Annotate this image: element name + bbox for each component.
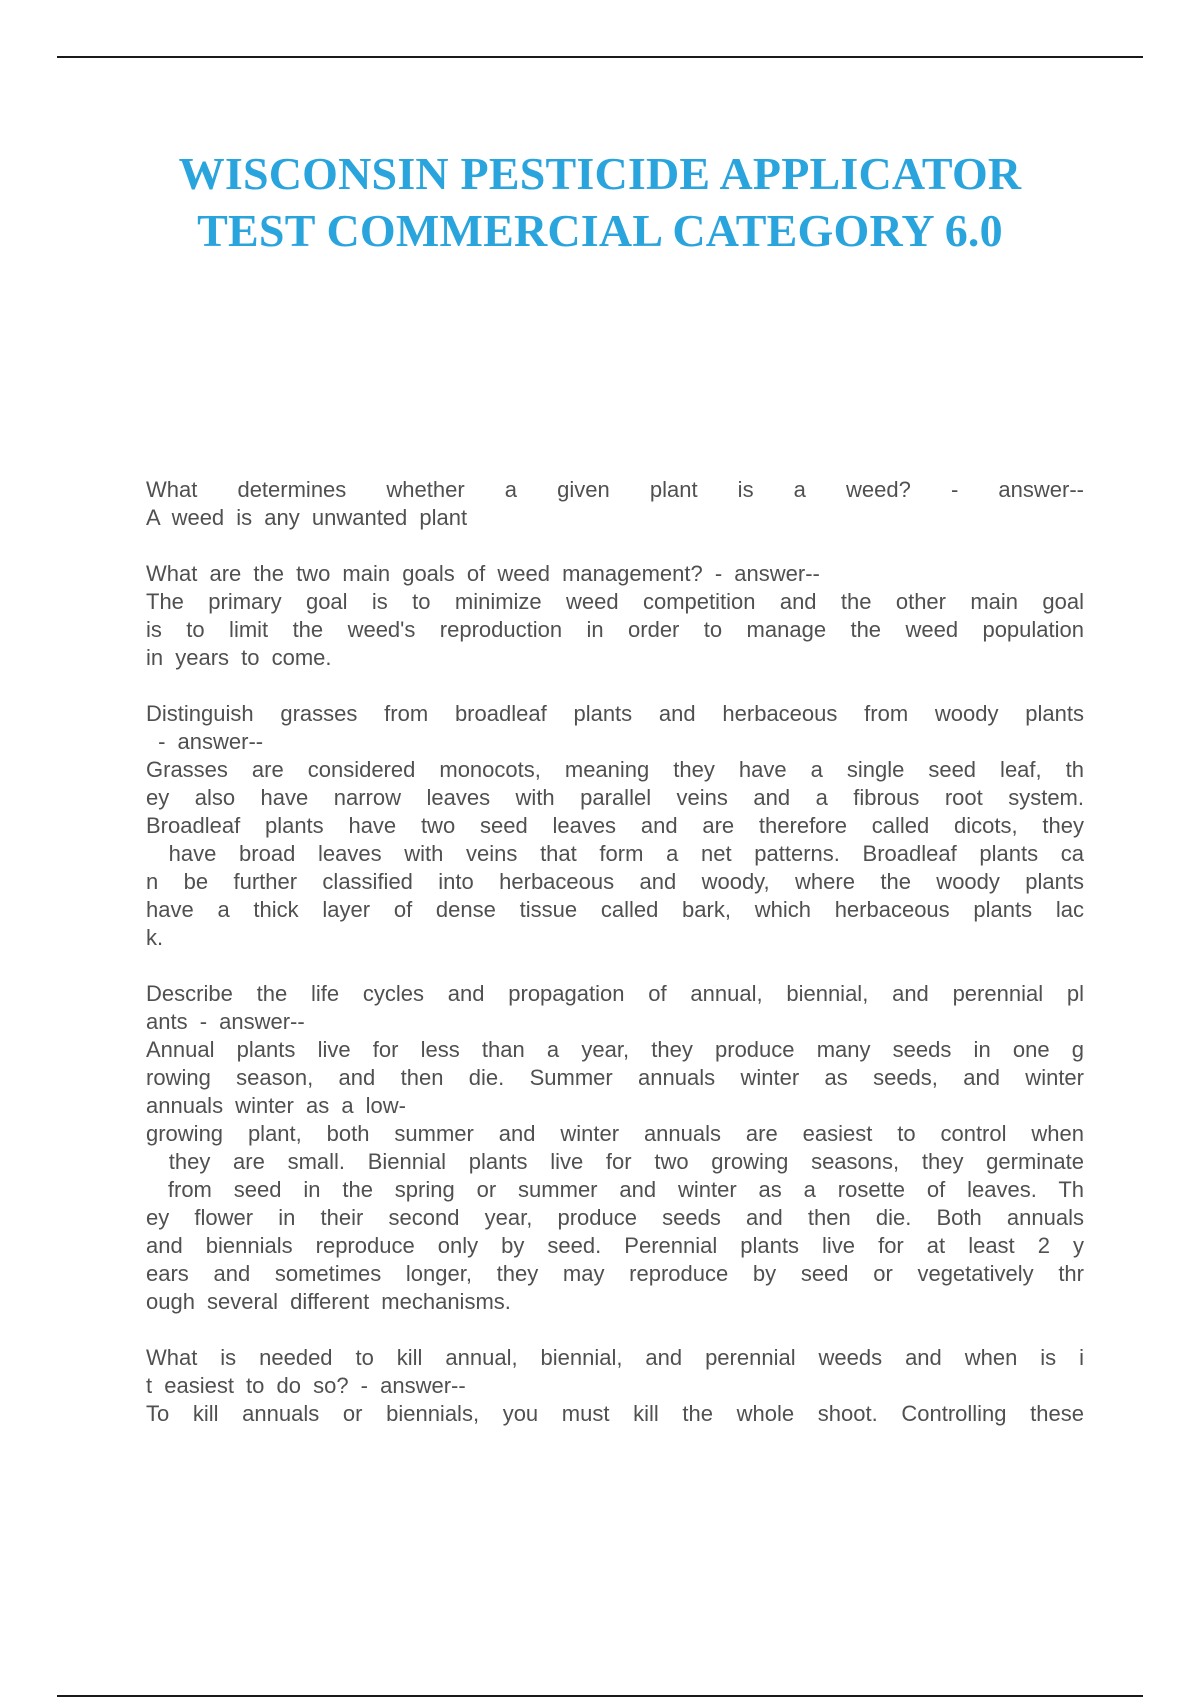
text-line: Distinguish grasses from broadleaf plants and herbaceous from woody plants — [146, 701, 1084, 726]
text-line: have broad leaves with veins that form a net patterns. Broadleaf plants ca — [146, 841, 1084, 866]
text-line: rowing season, and then die. Summer annuals winter as seeds, and winter — [146, 1065, 1084, 1090]
title-line-2: TEST COMMERCIAL CATEGORY 6.0 — [197, 205, 1003, 256]
text-line: ants - answer-- — [146, 1009, 305, 1034]
bottom-rule — [57, 1695, 1143, 1697]
qa-item-grasses-broadleaf — [146, 700, 1084, 952]
text-line: ey flower in their second year, produce seeds and then die. Both annuals — [146, 1205, 1084, 1230]
text-line: is to limit the weed's reproduction in order to manage the weed population — [146, 617, 1084, 642]
text-line: A weed is any unwanted plant — [146, 505, 468, 530]
text-line: - answer-- — [146, 729, 264, 754]
text-line: in years to come. — [146, 645, 332, 670]
text-line: What is needed to kill annual, biennial, and perennial weeds and when is i — [146, 1345, 1084, 1370]
qa-item-killing-weeds — [146, 1344, 1084, 1428]
text-line: Describe the life cycles and propagation of annual, biennial, and perennial pl — [146, 981, 1084, 1006]
text-line: from seed in the spring or summer and winter as a rosette of leaves. Th — [146, 1177, 1084, 1202]
top-rule — [57, 56, 1143, 58]
document-title — [100, 145, 1100, 259]
text-line: What are the two main goals of weed management? - answer-- — [146, 561, 820, 586]
text-line: n be further classified into herbaceous and woody, where the woody plants — [146, 869, 1084, 894]
text-line: The primary goal is to minimize weed competition and the other main goal — [146, 589, 1084, 614]
text-line: annuals winter as a low- — [146, 1093, 407, 1118]
text-line: What determines whether a given plant is a weed? - answer-- — [146, 477, 1084, 502]
qa-item-management-goals — [146, 560, 1084, 672]
text-line: have a thick layer of dense tissue called bark, which herbaceous plants lac — [146, 897, 1084, 922]
text-line: Grasses are considered monocots, meaning they have a single seed leaf, th — [146, 757, 1084, 782]
qa-item-weed-definition — [146, 476, 1084, 532]
text-line: Annual plants live for less than a year, they produce many seeds in one g — [146, 1037, 1084, 1062]
text-line: ough several different mechanisms. — [146, 1289, 511, 1314]
text-line: t easiest to do so? - answer-- — [146, 1373, 466, 1398]
text-line: they are small. Biennial plants live for two growing seasons, they germinate — [146, 1149, 1084, 1174]
title-line-1: WISCONSIN PESTICIDE APPLICATOR — [178, 148, 1022, 199]
text-line: To kill annuals or biennials, you must kill the whole shoot. Controlling these — [146, 1401, 1084, 1426]
text-line: Broadleaf plants have two seed leaves and are therefore called dicots, they — [146, 813, 1084, 838]
text-line: and biennials reproduce only by seed. Perennial plants live for at least 2 y — [146, 1233, 1084, 1258]
qa-content — [146, 476, 1084, 1456]
qa-item-life-cycles — [146, 980, 1084, 1316]
text-line: k. — [146, 925, 164, 950]
text-line: ey also have narrow leaves with parallel veins and a fibrous root system. — [146, 785, 1084, 810]
text-line: growing plant, both summer and winter annuals are easiest to control when — [146, 1121, 1084, 1146]
text-line: ears and sometimes longer, they may reproduce by seed or vegetatively thr — [146, 1261, 1084, 1286]
